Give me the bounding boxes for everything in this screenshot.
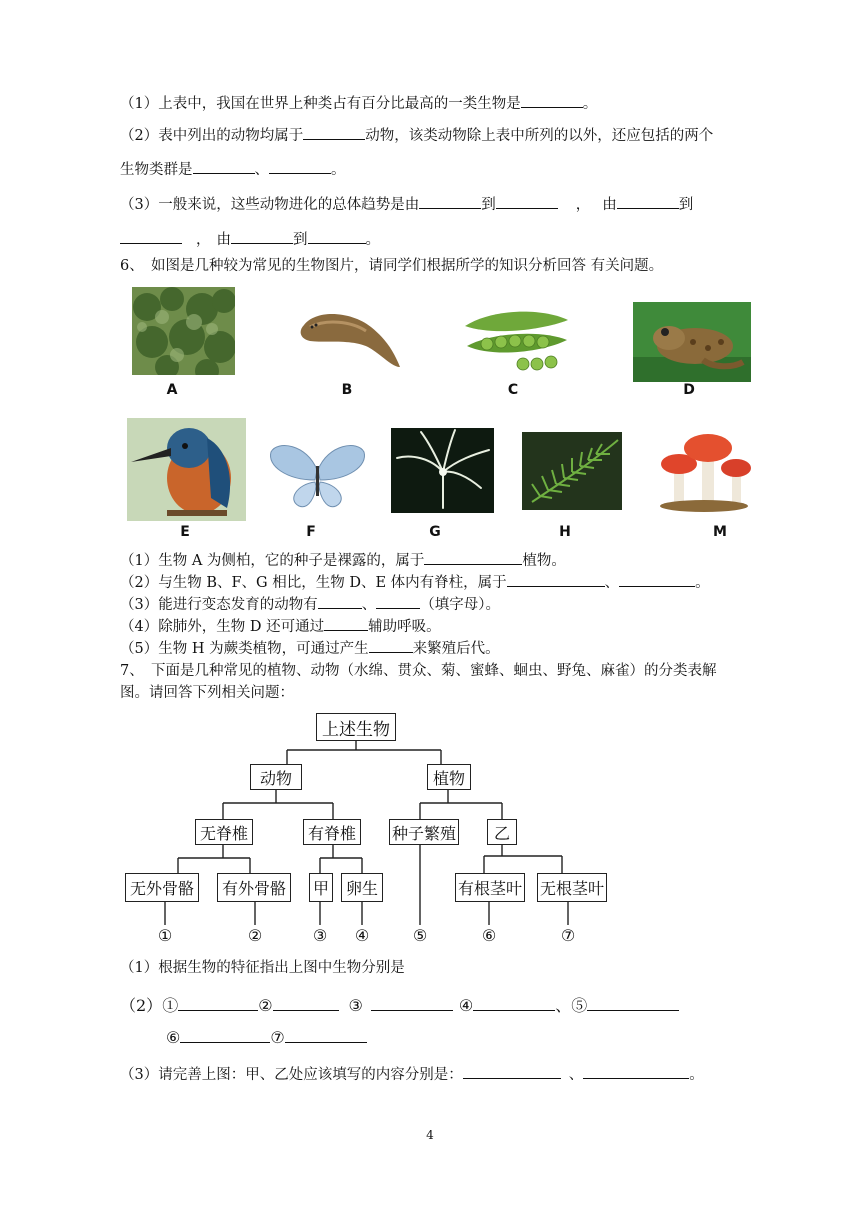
photo-label-b: B [341,382,353,398]
answer-blank-yi[interactable] [583,1063,689,1079]
answer-blank-1[interactable] [178,995,258,1011]
tree-node-jia: 甲 [309,873,333,902]
tree-leaf-number-1: ① [157,926,173,945]
tree-node-root: 上述生物 [316,713,396,741]
answer-blank-jia[interactable] [463,1063,561,1079]
photo-label-d: D [683,382,695,398]
q5-line-1: （1）上表中，我国在世界上种类占有百分比最高的一类生物是 。 [120,92,597,114]
tree-node-invertebrate: 无脊椎 [195,819,253,845]
photo-label-e: E [180,524,190,540]
tree-leaf-number-3: ③ [312,926,328,945]
tree-node-no-exoskeleton: 无外骨骼 [125,873,199,902]
tree-node-vertebrate: 有脊椎 [303,819,361,845]
photo-label-m: M [713,524,727,540]
tree-leaf-number-6: ⑥ [481,926,497,945]
q7-s3: （3）请完善上图：甲、乙处应该填写的内容分别是： 、 。 [120,1063,704,1085]
q6-s3: （3）能进行变态发育的动物有 、 （填字母）。 [120,593,500,615]
q6-title: 6、 如图是几种较为常见的生物图片，请同学们根据所学的知识分析回答 有关问题。 [120,258,664,274]
answer-blank-2[interactable] [273,995,339,1011]
tree-leaf-number-5: ⑤ [412,926,428,945]
photo-label-f: F [306,524,316,540]
tree-node-animal: 动物 [250,764,302,790]
tree-node-oviparous: 卵生 [341,873,383,902]
answer-blank-6[interactable] [180,1027,270,1043]
tree-node-exoskeleton: 有外骨骼 [217,873,291,902]
photo-label-a: A [166,382,178,398]
q6-s1: （1）生物 A 为侧柏，它的种子是裸露的，属于 植物。 [120,549,566,571]
tree-node-plant: 植物 [427,764,471,790]
tree-node-yi: 乙 [487,819,517,845]
tree-leaf-number-7: ⑦ [560,926,576,945]
answer-blank-5[interactable] [587,995,679,1011]
q7-title-line-2: 图。请回答下列相关问题： [120,685,294,701]
photo-label-g: G [429,524,441,540]
photo-label-c: C [507,382,519,398]
q5-line-3: 生物类群是 、 。 [120,158,346,180]
tree-node-seed-reproduction: 种子繁殖 [389,819,459,845]
q7-s2-line-2: ⑥ ⑦ [166,1027,367,1048]
q5-line-5: ， 由 到 。 [120,228,380,250]
q6-s5: （5）生物 H 为蕨类植物，可通过产生 来繁殖后代。 [120,637,500,659]
q7-s2-line-1: （2）① ② ③ ④ 、⑤ [120,995,679,1016]
q5-line-4: （3）一般来说，这些动物进化的总体趋势是由 到 ， 由 到 [120,193,693,215]
answer-blank-7[interactable] [285,1027,367,1043]
tree-node-has-root-stem-leaf: 有根茎叶 [455,873,525,902]
tree-node-no-root-stem-leaf: 无根茎叶 [537,873,607,902]
answer-blank-4[interactable] [473,995,555,1011]
page-number: 4 [426,1128,434,1142]
q5-p1-text: （1）上表中，我国在世界上种类占有百分比最高的一类生物是 [120,96,521,112]
tree-leaf-number-2: ② [247,926,263,945]
q6-s2: （2）与生物 B、F、G 相比，生物 D、E 体内有脊柱，属于 、 。 [120,571,710,593]
q7-title-line-1: 7、 下面是几种常见的植物、动物（水绵、贯众、菊、蜜蜂、蛔虫、野兔、麻雀）的分类表解 [120,663,717,679]
tree-leaf-number-4: ④ [354,926,370,945]
q7-s1: （1）根据生物的特征指出上图中生物分别是 [120,960,405,976]
q5-line-2: （2）表中列出的动物均属于 动物，该类动物除上表中所列的以外，还应包括的两个 [120,124,713,146]
q5-p2-text: （2）表中列出的动物均属于 [120,128,304,144]
photo-label-h: H [559,524,571,540]
answer-blank-3[interactable] [371,995,453,1011]
q6-s4: （4）除肺外，生物 D 还可通过 辅助呼吸。 [120,615,441,637]
